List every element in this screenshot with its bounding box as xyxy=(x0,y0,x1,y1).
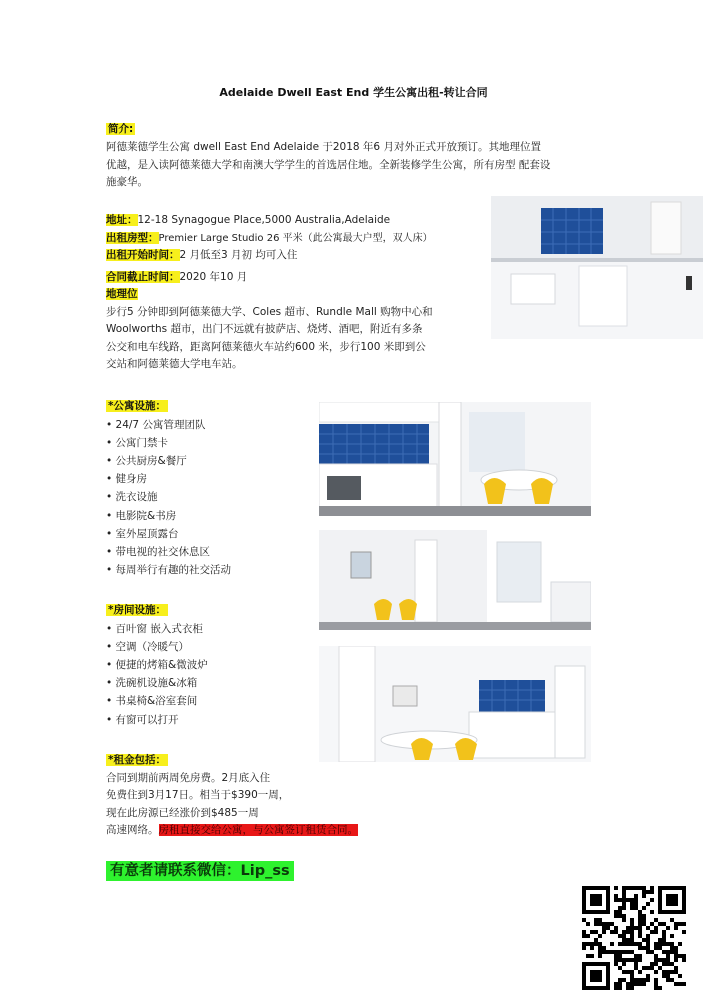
list-item: • 洗碗机设施&冰箱 xyxy=(106,674,208,692)
kitchen-photo xyxy=(319,402,591,516)
list-item: • 百叶窗 嵌入式衣柜 xyxy=(106,620,208,638)
kitchen-photo-art xyxy=(319,402,591,516)
room-facilities-section xyxy=(106,602,208,729)
list-item: • 健身房 xyxy=(106,470,231,488)
contact-wechat: 有意者请联系微信：Lip_ss xyxy=(106,861,294,881)
end-row xyxy=(106,269,496,287)
address-row xyxy=(106,212,496,230)
intro-text xyxy=(106,139,606,192)
rent-line: 现在此房源已经涨价到$485一周 xyxy=(106,806,259,819)
room-type-row xyxy=(106,230,496,248)
location-row xyxy=(106,286,496,304)
qr-code-art xyxy=(582,886,686,990)
list-item: • 有窗可以打开 xyxy=(106,711,208,729)
rent-line: 合同到期前两周免房费。2月底入住 xyxy=(106,771,271,784)
list-item: • 公寓门禁卡 xyxy=(106,434,231,452)
address-value: 12-18 Synagogue Place,5000 Australia,Adelaide xyxy=(137,214,391,226)
list-item: • 24/7 公寓管理团队 xyxy=(106,416,231,434)
dining-kitchen-photo-art xyxy=(319,646,591,762)
room-type-value: Premier Large Studio 26 平米（此公寓最大户型，双人床） xyxy=(158,232,433,244)
details-section xyxy=(106,212,496,374)
end-value: 2020 年10 月 xyxy=(179,270,248,283)
location-line: 公交和电车线路，距离阿德莱德火车站约600 米，步行100 米即到公 xyxy=(106,340,426,353)
living-area-photo-art xyxy=(319,530,591,630)
list-item: • 每周举行有趣的社交活动 xyxy=(106,561,231,579)
list-item: • 空调（冷暖气） xyxy=(106,638,208,656)
document-title: Adelaide Dwell East End 学生公寓出租-转让合同 xyxy=(219,86,488,99)
rent-note-row xyxy=(106,822,358,840)
intro-heading: 简介: xyxy=(108,123,134,135)
location-line: Woolworths 超市，出门不远就有披萨店、烧烤、酒吧，附近有多条 xyxy=(106,323,423,335)
location-line: 步行5 分钟即到阿德莱德大学、Coles 超市、Rundle Mall 购物中心和 xyxy=(106,305,433,318)
living-area-photo xyxy=(319,530,591,630)
list-item: • 洗衣设施 xyxy=(106,488,231,506)
facilities-heading: *公寓设施： xyxy=(108,400,166,412)
rent-line: 免费住到3月17日。相当于$390一周， xyxy=(106,789,290,801)
bathroom-photo-art xyxy=(491,196,703,339)
location-line: 交站和阿德莱德大学电车站。 xyxy=(106,358,243,370)
red-highlight-note: 房租直接交给公寓，与公寓签订租赁合同。 xyxy=(158,824,358,836)
intro-section xyxy=(106,121,135,139)
intro-line: 阿德莱德学生公寓 dwell East End Adelaide 于2018 年6 月对外正式开放预订。其地理位置 xyxy=(106,141,541,153)
list-item: • 室外屋顶露台 xyxy=(106,525,231,543)
facilities-list xyxy=(106,416,231,580)
facilities-section xyxy=(106,398,231,579)
dining-kitchen-photo xyxy=(319,646,591,762)
start-row xyxy=(106,247,496,265)
room-facilities-heading: *房间设施： xyxy=(108,604,166,616)
list-item: • 书桌椅&浴室套间 xyxy=(106,692,208,710)
room-type-label: 出租房型： xyxy=(106,231,159,244)
wechat-qr-code xyxy=(582,886,686,990)
list-item: • 带电视的社交休息区 xyxy=(106,543,231,561)
end-label: 合同截止时间： xyxy=(106,270,180,283)
start-label: 出租开始时间： xyxy=(106,249,180,261)
rent-section xyxy=(106,752,346,822)
address-label: 地址： xyxy=(106,214,138,226)
list-item: • 公共厨房&餐厅 xyxy=(106,452,231,470)
bathroom-photo xyxy=(491,196,703,339)
location-label: 地理位 xyxy=(106,288,138,300)
list-item: • 电影院&书房 xyxy=(106,507,231,525)
intro-line: 施豪华。 xyxy=(106,176,148,188)
wifi-text: 高速网络。 xyxy=(106,824,159,836)
list-item: • 便捷的烤箱&微波炉 xyxy=(106,656,208,674)
contact-row xyxy=(106,859,294,880)
rent-heading: *租金包括： xyxy=(108,754,166,766)
start-value: 2 月低至3 月初 均可入住 xyxy=(179,249,298,261)
intro-line: 优越，是入读阿德莱德大学和南澳大学学生的首选居住地。全新装修学生公寓，所有房型 配套设 xyxy=(106,158,551,171)
room-facilities-list xyxy=(106,620,208,729)
